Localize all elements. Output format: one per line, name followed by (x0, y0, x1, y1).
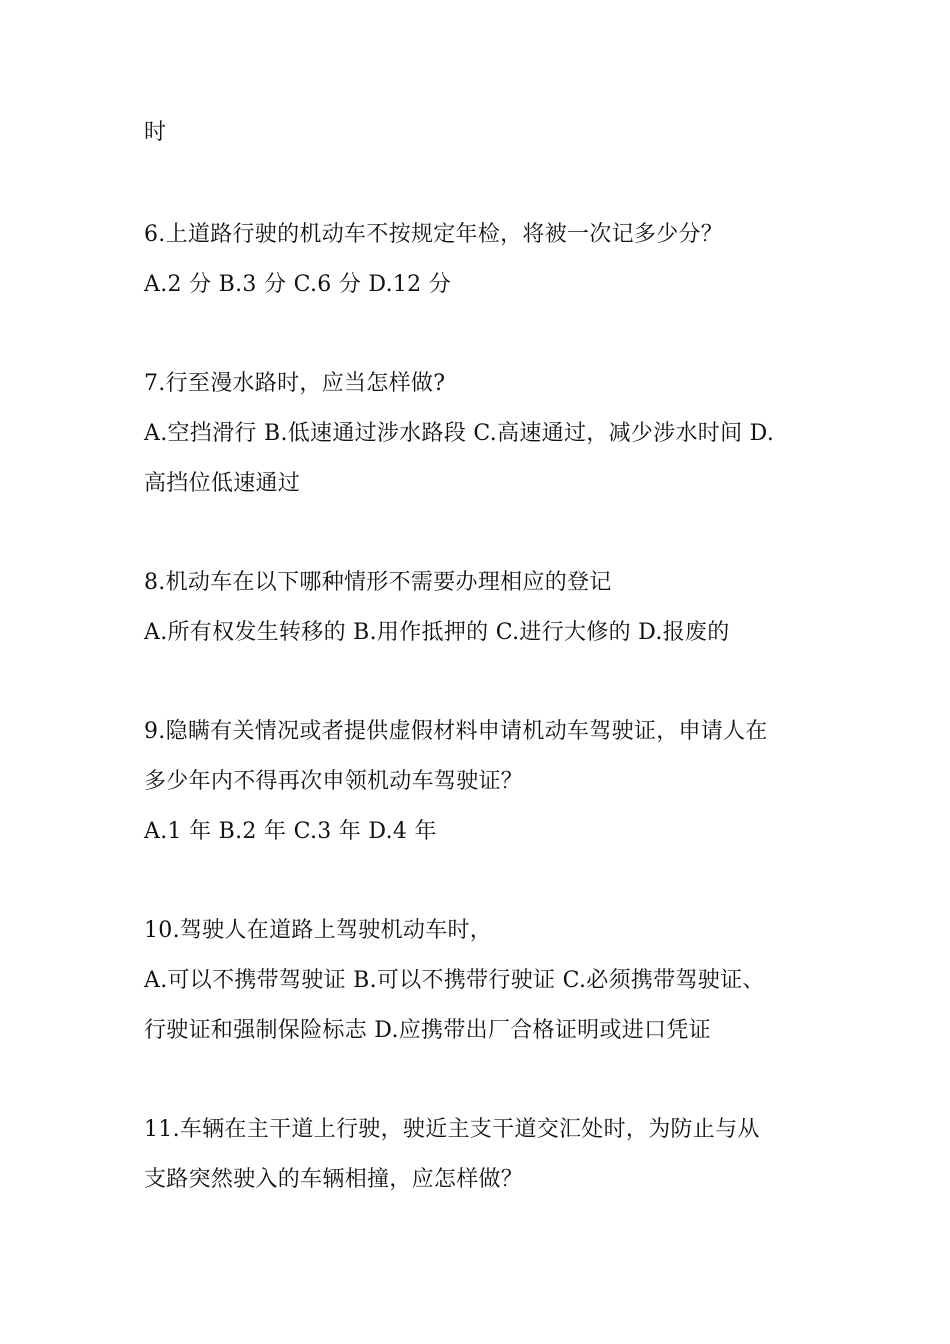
question-10-options: A.可以不携带驾驶证 B.可以不携带行驶证 C.必须携带驾驶证、 (144, 968, 765, 993)
question-9-options: A.1 年 B.2 年 C.3 年 D.4 年 (144, 819, 437, 844)
continuation-text: 时 (144, 120, 167, 145)
question-6-options: A.2 分 B.3 分 C.6 分 D.12 分 (144, 272, 452, 297)
question-11-stem-cont: 支路突然驶入的车辆相撞，应怎样做？ (144, 1167, 524, 1192)
question-8-options: A.所有权发生转移的 B.用作抵押的 C.进行大修的 D.报废的 (144, 620, 730, 645)
question-7-options-cont: 高挡位低速通过 (144, 471, 301, 496)
question-10-options-cont: 行驶证和强制保险标志 D.应携带出厂合格证明或进口凭证 (144, 1018, 711, 1043)
question-10-stem: 10.驾驶人在道路上驾驶机动车时， (144, 918, 493, 943)
question-9-stem-cont: 多少年内不得再次申领机动车驾驶证？ (144, 769, 524, 794)
question-7-options: A.空挡滑行 B.低速通过涉水路段 C.高速通过，减少涉水时间 D. (144, 421, 775, 446)
question-7-stem: 7.行至漫水路时，应当怎样做? (144, 371, 446, 396)
question-9-stem: 9.隐瞒有关情况或者提供虚假材料申请机动车驾驶证，申请人在 (144, 719, 768, 744)
question-8-stem: 8.机动车在以下哪种情形不需要办理相应的登记 (144, 570, 612, 595)
question-11-stem: 11.车辆在主干道上行驶，驶近主支干道交汇处时，为防止与从 (144, 1117, 760, 1142)
question-6-stem: 6.上道路行驶的机动车不按规定年检，将被一次记多少分？ (144, 222, 724, 247)
